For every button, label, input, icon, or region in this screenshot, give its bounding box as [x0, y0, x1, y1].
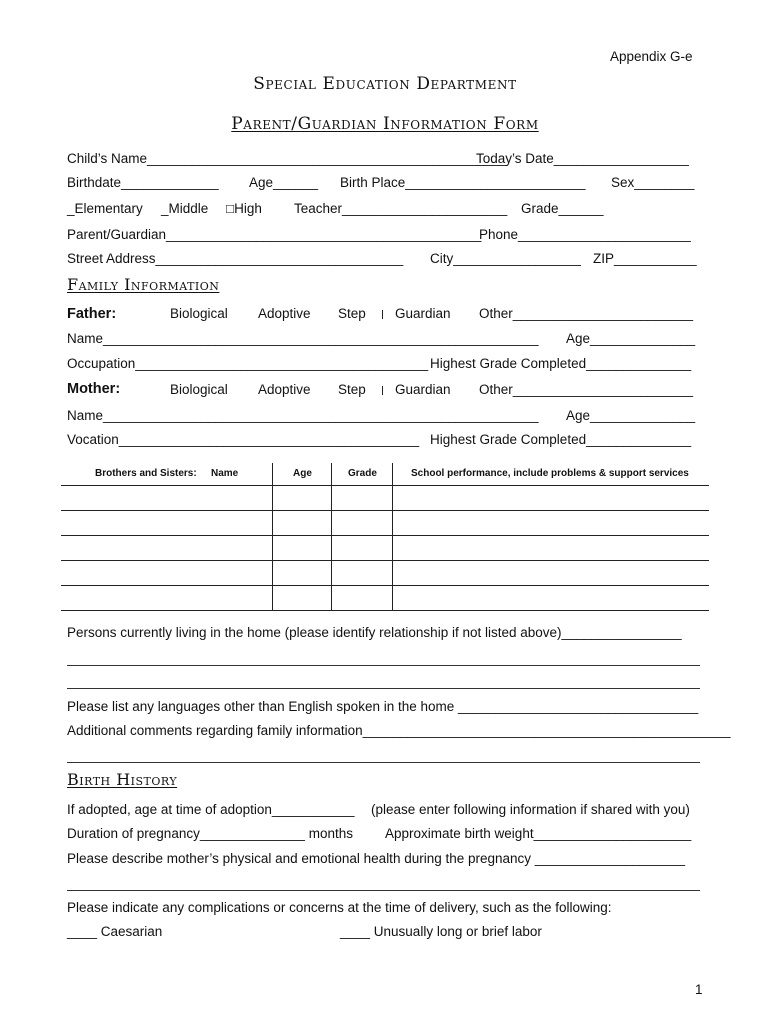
teacher-field[interactable]: Teacher______________________	[294, 201, 508, 216]
table-row	[61, 510, 709, 511]
city-field[interactable]: City_________________	[430, 251, 581, 266]
table-row	[61, 585, 709, 586]
table-row	[61, 560, 709, 561]
todays-date-field[interactable]: Today’s Date__________________	[476, 151, 689, 166]
birth-history-heading: Birth History	[67, 770, 178, 789]
checkbox-marker	[382, 310, 383, 319]
mother-adoptive-option[interactable]: Adoptive	[258, 382, 311, 397]
persons-living-line[interactable]	[67, 688, 700, 689]
grade-column-header: Grade	[348, 468, 377, 479]
mother-other-field[interactable]: Other________________________	[479, 382, 693, 397]
page-number: 1	[695, 982, 703, 997]
languages-field[interactable]: Please list any languages other than English spoken in the home ________________________________	[67, 699, 699, 714]
adoption-age-field[interactable]: If adopted, age at time of adoption___________	[67, 802, 355, 817]
father-occupation-field[interactable]: Occupation_______________________________________	[67, 356, 429, 371]
mother-guardian-option[interactable]: Guardian	[395, 382, 451, 397]
father-guardian-option[interactable]: Guardian	[395, 306, 451, 321]
street-address-field[interactable]: Street Address_________________________________	[67, 251, 404, 266]
father-highest-grade-field[interactable]: Highest Grade Completed______________	[430, 356, 692, 371]
father-other-field[interactable]: Other________________________	[479, 306, 693, 321]
age-field[interactable]: Age______	[249, 175, 319, 190]
table-row	[61, 610, 709, 611]
sex-field[interactable]: Sex________	[611, 175, 695, 190]
family-information-heading: Family Information	[67, 275, 220, 294]
caesarian-option[interactable]: ____ Caesarian	[67, 924, 163, 939]
middle-option[interactable]: _Middle	[161, 201, 209, 216]
phone-field[interactable]: Phone_______________________	[479, 227, 691, 242]
father-age-field[interactable]: Age______________	[566, 331, 696, 346]
name-column-header: Name	[211, 468, 239, 479]
mother-biological-option[interactable]: Biological	[170, 382, 228, 397]
complications-prompt: Please indicate any complications or concerns at the time of delivery, such as the following:	[67, 900, 612, 915]
labor-option[interactable]: ____ Unusually long or brief labor	[340, 924, 542, 939]
siblings-header: Brothers and Sisters:	[95, 468, 197, 479]
zip-field[interactable]: ZIP___________	[593, 251, 697, 266]
pregnancy-duration-field[interactable]: Duration of pregnancy______________ months	[67, 826, 353, 841]
father-name-field[interactable]: Name__________________________________________________________	[67, 331, 539, 346]
comments-field[interactable]: Additional comments regarding family information_________________________________________________	[67, 723, 731, 738]
table-column-divider	[272, 463, 273, 610]
birth-place-field[interactable]: Birth Place________________________	[340, 175, 586, 190]
school-performance-column-header: School performance, include problems & support services	[411, 468, 689, 479]
comments-line[interactable]	[67, 762, 700, 763]
mother-age-field[interactable]: Age______________	[566, 408, 696, 423]
father-adoptive-option[interactable]: Adoptive	[258, 306, 311, 321]
father-biological-option[interactable]: Biological	[170, 306, 228, 321]
father-label: Father:	[67, 306, 117, 322]
mother-highest-grade-field[interactable]: Highest Grade Completed______________	[430, 432, 692, 447]
age-column-header: Age	[293, 468, 312, 479]
elementary-option[interactable]: _Elementary	[67, 201, 143, 216]
persons-living-field[interactable]: Persons currently living in the home (please identify relationship if not listed above)________________	[67, 625, 682, 640]
checkbox-marker	[382, 386, 383, 395]
department-title: Special Education Department	[253, 74, 517, 94]
shared-info-note: (please enter following information if shared with you)	[371, 802, 690, 817]
mother-label: Mother:	[67, 381, 121, 397]
childs-name-field[interactable]: Child’s Name________________________________________________	[67, 151, 508, 166]
table-column-divider	[331, 463, 332, 610]
high-option[interactable]: □High	[226, 201, 262, 216]
mother-vocation-field[interactable]: Vocation________________________________________	[67, 432, 420, 447]
mothers-health-field[interactable]: Please describe mother’s physical and emotional health during the pregnancy ____________________	[67, 851, 685, 866]
table-row	[61, 535, 709, 536]
mother-name-field[interactable]: Name__________________________________________________________	[67, 408, 539, 423]
mothers-health-line[interactable]	[67, 890, 700, 891]
parent-guardian-field[interactable]: Parent/Guardian__________________________________________	[67, 227, 482, 242]
birthdate-field[interactable]: Birthdate_____________	[67, 175, 219, 190]
persons-living-line[interactable]	[67, 665, 700, 666]
birth-weight-field[interactable]: Approximate birth weight_____________________	[385, 826, 692, 841]
table-column-divider	[392, 463, 393, 610]
father-step-option[interactable]: Step	[338, 306, 366, 321]
table-row	[61, 485, 709, 486]
form-title: Parent/Guardian Information Form	[231, 114, 539, 134]
mother-step-option[interactable]: Step	[338, 382, 366, 397]
appendix-label: Appendix G-e	[610, 49, 693, 64]
grade-field[interactable]: Grade______	[521, 201, 604, 216]
